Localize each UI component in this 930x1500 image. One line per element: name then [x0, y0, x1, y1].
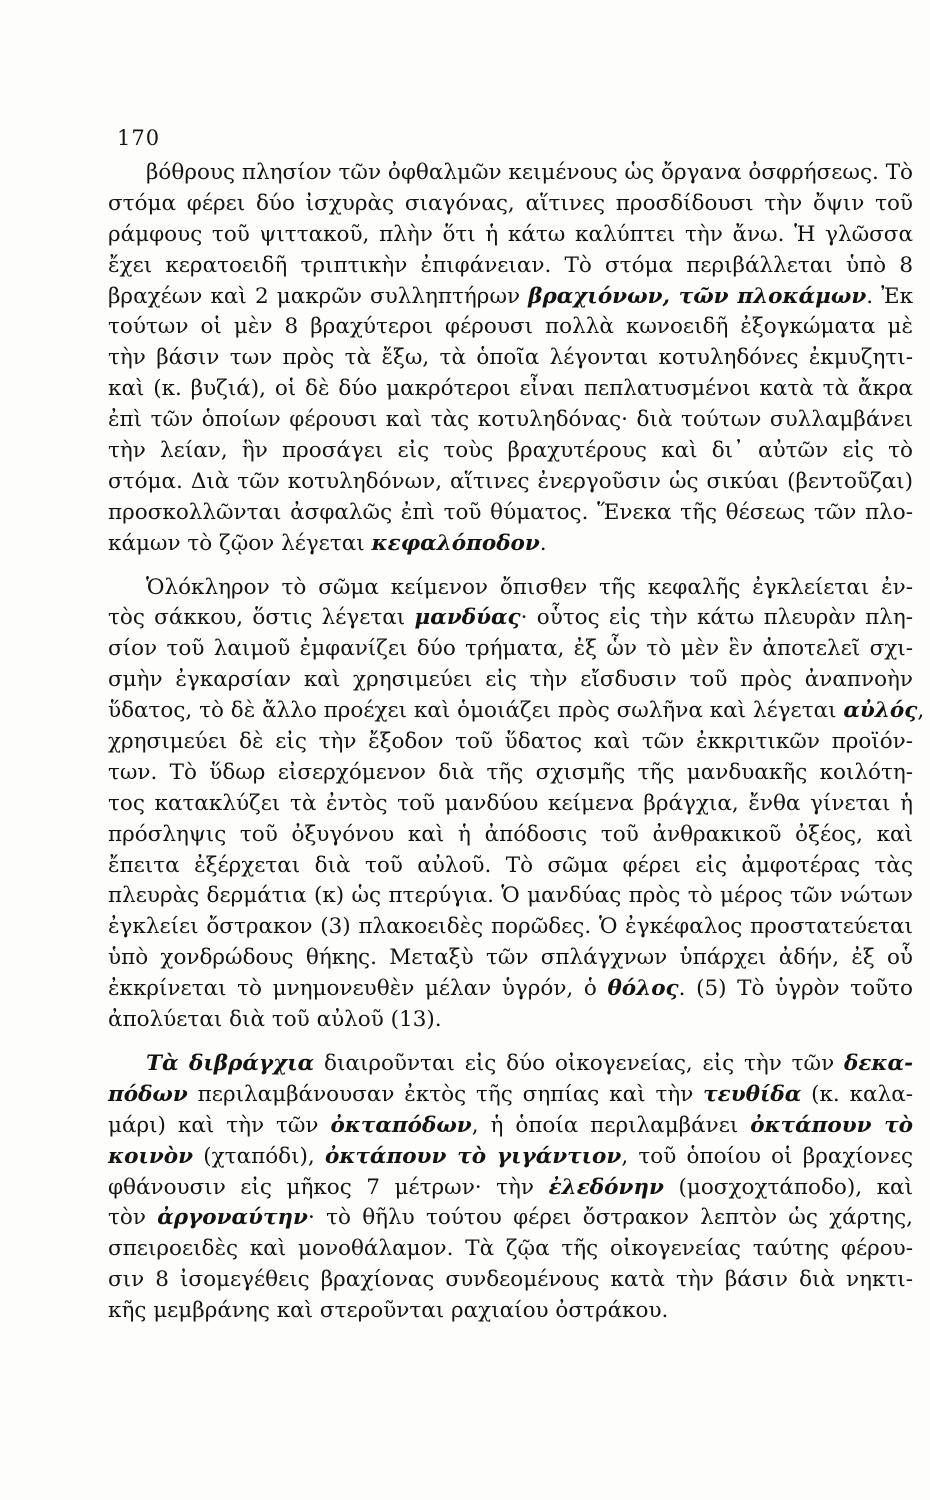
text-line: βραχέων καὶ 2 μακρῶν συλληπτήρων βραχιόνων, τῶν πλοκάμων. Ἐκ — [108, 283, 914, 309]
emphasized-term: Τὰ διβράγχια — [146, 1050, 315, 1076]
emphasized-term: ἀργοναύτην — [157, 1205, 308, 1231]
emphasized-term: ἐλεδόνην — [548, 1174, 664, 1200]
text-line: σμὴν ἐγκαρσίαν καὶ χρησιμεύει εἰς τὴν εἴσδυσιν τοῦ πρὸς ἀναπνοὴν — [108, 667, 913, 693]
text-line: σίον τοῦ λαιμοῦ ἐμφανίζει δύο τρήματα, ἐξ ὧν τὸ μὲν ἓν ἀποτελεῖ σχι- — [108, 636, 913, 662]
text-line: των. Τὸ ὕδωρ εἰσερχόμενον διὰ τῆς σχισμῆς τῆς μανδυακῆς κοιλότη- — [108, 759, 913, 785]
emphasized-term: κεφαλόποδον — [371, 530, 540, 556]
emphasized-term: μανδύας — [414, 605, 521, 631]
page-number: 170 — [117, 126, 161, 150]
text-line: χρησιμεύει δὲ εἰς τὴν ἔξοδον τοῦ ὕδατος καὶ τῶν ἐκκριτικῶν προϊόν- — [108, 729, 913, 755]
text-line: σιν 8 ἰσομεγέθεις βραχίονας συνδεομένους κατὰ τὴν βάσιν διὰ νηκτι- — [108, 1267, 913, 1293]
text-line: ἔπειτα ἐξέρχεται διὰ τοῦ αὐλοῦ. Τὸ σῶμα φέρει εἰς ἀμφοτέρας τὰς — [108, 852, 913, 878]
text-line: στόμα φέρει δύο ἰσχυρὰς σιαγόνας, αἵτινες προσδίδουσι τὴν ὄψιν τοῦ — [108, 190, 913, 216]
emphasized-term: δεκα- — [844, 1050, 913, 1076]
text-line: Τὰ διβράγχια διαιροῦνται εἰς δύο οἰκογενείας, εἰς τὴν τῶν δεκα- — [146, 1050, 913, 1076]
text-line: προσκολλῶνται ἀσφαλῶς ἐπὶ τοῦ θύματος. Ἕνεκα τῆς θέσεως τῶν πλο- — [108, 499, 913, 525]
text-line: φθάνουσιν εἰς μῆκος 7 μέτρων· τὴν ἐλεδόνην (μοσχοχτάποδο), καὶ — [108, 1174, 913, 1200]
text-line: στόμα. Διὰ τῶν κοτυληδόνων, αἵτινες ἐνεργοῦσιν ὡς σικύαι (βεντοῦζαι) — [108, 468, 913, 494]
paragraph-gap — [108, 560, 913, 573]
text-line: ὕδατος, τὸ δὲ ἄλλο προέχει καὶ ὁμοιάζει πρὸς σωλῆνα καὶ λέγεται αὐλός, — [108, 698, 925, 724]
emphasized-term: ὀκτάπουν τὸ — [750, 1112, 913, 1138]
text-line: σπειροειδὲς καὶ μονοθάλαμον. Τὰ ζῷα τῆς οἰκογενείας ταύτης φέρου- — [108, 1236, 913, 1262]
emphasized-term: θόλος — [607, 976, 679, 1002]
emphasized-term: ὀκταπόδων — [330, 1112, 472, 1138]
paragraph — [108, 573, 925, 1036]
emphasized-term: αὐλός — [843, 698, 918, 724]
text-line: πόδων περιλαμβάνουσαν ἐκτὸς τῆς σηπίας καὶ τὴν τευθίδα (κ. καλα- — [108, 1081, 913, 1107]
text-line: ἔχει κερατοειδῆ τριπτικὴν ἐπιφάνειαν. Τὸ στόμα περιβάλλεται ὑπὸ 8 — [108, 252, 913, 278]
emphasized-term: ὀκτάπουν τὸ γιγάντιον — [325, 1143, 622, 1169]
emphasized-term: κοινὸν — [108, 1143, 194, 1169]
text-line: ἐκκρίνεται τὸ μνημονευθὲν μέλαν ὑγρόν, ὁ θόλος. (5) Τὸ ὑγρὸν τοῦτο — [108, 976, 913, 1002]
paragraph-gap — [108, 1036, 913, 1049]
text-line: ἐγκλείει ὄστρακον (3) πλακοειδὲς πορῶδες. Ὁ ἐγκέφαλος προστατεύεται — [108, 914, 913, 940]
paragraph — [108, 158, 913, 560]
text-line: κοινὸν (χταπόδι), ὀκτάπουν τὸ γιγάντιον, τοῦ ὁποίου οἱ βραχίονες — [108, 1143, 914, 1169]
emphasized-term: πόδων — [108, 1081, 188, 1107]
emphasized-term: βραχιόνων, τῶν πλοκάμων — [528, 283, 867, 309]
text-line: τος κατακλύζει τὰ ἐντὸς τοῦ μανδύου κείμενα βράγχια, ἔνθα γίνεται ἡ — [108, 790, 913, 816]
text-line: τούτων οἱ μὲν 8 βραχύτεροι φέρουσι πολλὰ κωνοειδῆ ἐξογκώματα μὲ — [108, 314, 913, 340]
text-line: ράμφους τοῦ ψιττακοῦ, πλὴν ὅτι ἡ κάτω καλύπτει τὴν ἄνω. Ἡ γλῶσσα — [108, 221, 913, 247]
text-line: μάρι) καὶ τὴν τῶν ὀκταπόδων, ἡ ὁποία περιλαμβάνει ὀκτάπουν τὸ — [108, 1112, 913, 1138]
text-line: τὸς σάκκου, ὅστις λέγεται μανδύας· οὗτος εἰς τὴν κάτω πλευρὰν πλη- — [108, 605, 914, 631]
text-line: τὸν ἀργοναύτην· τὸ θῆλυ τούτου φέρει ὄστρακον λεπτὸν ὡς χάρτης, — [108, 1205, 913, 1231]
paragraph — [108, 1049, 913, 1327]
text-line: κάμων τὸ ζῷον λέγεται κεφαλόποδον. — [108, 530, 547, 556]
text-line: κῆς μεμβράνης καὶ στεροῦνται ραχιαίου ὀστράκου. — [108, 1298, 669, 1324]
text-line: ἀπολύεται διὰ τοῦ αὐλοῦ (13). — [108, 1007, 442, 1033]
text-line: τὴν λείαν, ἣν προσάγει εἰς τοὺς βραχυτέρους καὶ δι᾽ αὐτῶν εἰς τὸ — [108, 438, 913, 464]
body-text — [108, 158, 925, 1327]
text-line: βόθρους πλησίον τῶν ὀφθαλμῶν κειμένους ὡς ὄργανα ὀσφρήσεως. Τὸ — [146, 160, 913, 185]
text-line: καὶ (κ. βυζιά), οἱ δὲ δύο μακρότεροι εἶναι πεπλατυσμένοι κατὰ τὰ ἄκρα — [108, 376, 913, 402]
text-line: Ὁλόκληρον τὸ σῶμα κείμενον ὄπισθεν τῆς κεφαλῆς ἐγκλείεται ἐν- — [146, 574, 913, 600]
text-line: ἐπὶ τῶν ὁποίων φέρουσι καὶ τὰς κοτυληδόνας· διὰ τούτων συλλαμβάνει — [108, 407, 913, 433]
text-line: ὑπὸ χονδρώδους θήκης. Μεταξὺ τῶν σπλάγχνων ὑπάρχει ἀδήν, ἐξ οὗ — [108, 945, 913, 971]
emphasized-term: τευθίδα — [703, 1081, 802, 1107]
text-line: πρόσληψις τοῦ ὀξυγόνου καὶ ἡ ἀπόδοσις τοῦ ἀνθρακικοῦ ὀξέος, καὶ — [108, 821, 913, 847]
text-line: πλευρὰς δερμάτια (κ) ὡς πτερύγια. Ὁ μανδύας πρὸς τὸ μέρος τῶν νώτων — [108, 883, 913, 909]
text-line: τὴν βάσιν των πρὸς τὰ ἔξω, τὰ ὁποῖα λέγονται κοτυληδόνες ἐκμυζητι- — [108, 345, 913, 371]
